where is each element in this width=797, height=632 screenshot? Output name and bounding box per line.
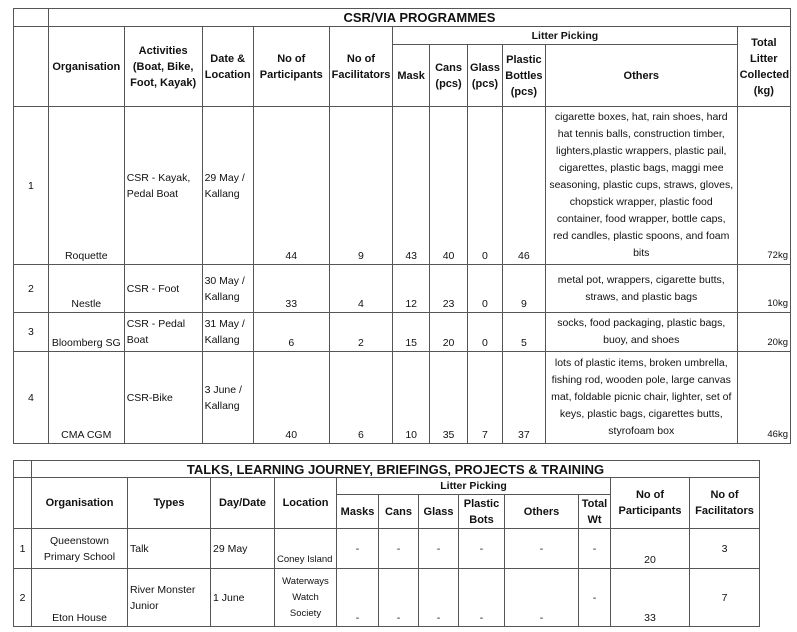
row-number: 1	[14, 107, 49, 265]
total-litter-cell: 10kg	[737, 265, 790, 313]
day-date-cell: 29 May	[211, 529, 275, 569]
total-litter-cell: 46kg	[737, 352, 790, 444]
mask-cell: 15	[393, 313, 430, 352]
others-cell: metal pot, wrappers, cigarette butts, straws, and plastic bags	[545, 265, 737, 313]
total-wt-cell: -	[579, 569, 611, 627]
header-others: Others	[545, 45, 737, 107]
header-mask: Mask	[393, 45, 430, 107]
participants-cell: 40	[253, 352, 329, 444]
row-number: 4	[14, 352, 49, 444]
facilitators-cell: 9	[329, 107, 393, 265]
mask-cell: 10	[393, 352, 430, 444]
facilitators-cell: 4	[329, 265, 393, 313]
total-wt-cell: -	[579, 529, 611, 569]
glass-cell: -	[419, 569, 459, 627]
total-litter-cell: 20kg	[737, 313, 790, 352]
corner-cell	[14, 9, 49, 27]
table-row	[14, 569, 760, 627]
date-location-cell: 3 June / Kallang	[202, 352, 253, 444]
activities-cell: CSR - Pedal Boat	[124, 313, 202, 352]
table-row	[14, 313, 791, 352]
activities-cell: CSR-Bike	[124, 352, 202, 444]
participants-cell: 33	[611, 569, 690, 627]
header-plastic-bots: Plastic Bots	[459, 495, 505, 529]
activities-cell: CSR - Foot	[124, 265, 202, 313]
header-location: Location	[275, 478, 337, 529]
participants-cell: 44	[253, 107, 329, 265]
others-cell: -	[505, 529, 579, 569]
glass-cell: 0	[468, 107, 503, 265]
plastic-bottles-cell: 5	[502, 313, 545, 352]
header-plastic-bottles: Plastic Bottles (pcs)	[502, 45, 545, 107]
organisation-cell: Bloomberg SG	[48, 313, 124, 352]
others-cell: lots of plastic items, broken umbrella, fishing rod, wooden pole, large canvas mat, foldable picnic chair, lighter, set of keys, plastic bags, cigarettes butts, styrofoam box	[545, 352, 737, 444]
date-location-cell: 30 May / Kallang	[202, 265, 253, 313]
plastic-bottles-cell: 46	[502, 107, 545, 265]
plastic-bots-cell: -	[459, 569, 505, 627]
participants-cell: 20	[611, 529, 690, 569]
date-location-cell: 29 May / Kallang	[202, 107, 253, 265]
header-organisation: Organisation	[48, 27, 124, 107]
header-litter-picking: Litter Picking	[393, 27, 737, 45]
cans-cell: 40	[430, 107, 468, 265]
header-others: Others	[505, 495, 579, 529]
header-total-litter: Total Litter Collected (kg)	[737, 27, 790, 107]
header-facilitators: No of Facilitators	[690, 478, 760, 529]
header-types: Types	[128, 478, 211, 529]
plastic-bottles-cell: 37	[502, 352, 545, 444]
cans-cell: 20	[430, 313, 468, 352]
types-cell: Talk	[128, 529, 211, 569]
row-number: 2	[14, 265, 49, 313]
total-litter-cell: 72kg	[737, 107, 790, 265]
csr-programmes-table	[13, 8, 791, 444]
types-cell: River Monster Junior	[128, 569, 211, 627]
plastic-bottles-cell: 9	[502, 265, 545, 313]
header-glass: Glass	[419, 495, 459, 529]
location-cell: Coney Island	[275, 529, 337, 569]
date-location-cell: 31 May / Kallang	[202, 313, 253, 352]
row-number: 2	[14, 569, 32, 627]
organisation-cell: Nestle	[48, 265, 124, 313]
talks-training-table	[13, 460, 760, 627]
organisation-cell: CMA CGM	[48, 352, 124, 444]
facilitators-cell: 3	[690, 529, 760, 569]
table-row	[14, 265, 791, 313]
table-row	[14, 529, 760, 569]
others-cell: cigarette boxes, hat, rain shoes, hard hat tennis balls, construction timber, lighters,plastic wrappers, plastic pail, cigarettes, plastic bags, maggi mee seasoning, plastic cups, straws, gloves, chopstick wrapper, plastic food container, food wrapper, bottle caps, red candles, plastic spoons, and foam bits	[545, 107, 737, 265]
plastic-bots-cell: -	[459, 529, 505, 569]
glass-cell: 0	[468, 265, 503, 313]
glass-cell: 7	[468, 352, 503, 444]
header-masks: Masks	[337, 495, 379, 529]
talks-table-title: TALKS, LEARNING JOURNEY, BRIEFINGS, PROJECTS & TRAINING	[32, 461, 760, 478]
organisation-cell: Eton House	[32, 569, 128, 627]
header-participants: No of Participants	[253, 27, 329, 107]
participants-cell: 33	[253, 265, 329, 313]
location-cell: Waterways Watch Society	[275, 569, 337, 627]
cans-cell: 35	[430, 352, 468, 444]
header-participants: No of Participants	[611, 478, 690, 529]
table-row	[14, 107, 791, 265]
header-cans: Cans	[379, 495, 419, 529]
cans-cell: 23	[430, 265, 468, 313]
header-glass: Glass (pcs)	[468, 45, 503, 107]
header-facilitators: No of Facilitators	[329, 27, 393, 107]
facilitators-cell: 7	[690, 569, 760, 627]
facilitators-cell: 6	[329, 352, 393, 444]
participants-cell: 6	[253, 313, 329, 352]
masks-cell: -	[337, 529, 379, 569]
glass-cell: 0	[468, 313, 503, 352]
header-no-cell	[14, 478, 32, 529]
organisation-cell: Roquette	[48, 107, 124, 265]
header-activities: Activities (Boat, Bike, Foot, Kayak)	[124, 27, 202, 107]
header-total-wt: Total Wt	[579, 495, 611, 529]
facilitators-cell: 2	[329, 313, 393, 352]
csr-table-title: CSR/VIA PROGRAMMES	[48, 9, 790, 27]
row-number: 3	[14, 313, 49, 352]
cans-cell: -	[379, 529, 419, 569]
corner-cell	[14, 461, 32, 478]
mask-cell: 43	[393, 107, 430, 265]
day-date-cell: 1 June	[211, 569, 275, 627]
table-row	[14, 352, 791, 444]
others-cell: socks, food packaging, plastic bags, buoy, and shoes	[545, 313, 737, 352]
masks-cell: -	[337, 569, 379, 627]
mask-cell: 12	[393, 265, 430, 313]
activities-cell: CSR - Kayak, Pedal Boat	[124, 107, 202, 265]
header-litter-picking: Litter Picking	[337, 478, 611, 495]
organisation-cell: Queenstown Primary School	[32, 529, 128, 569]
header-organisation: Organisation	[32, 478, 128, 529]
glass-cell: -	[419, 529, 459, 569]
header-no-cell	[14, 27, 49, 107]
header-day-date: Day/Date	[211, 478, 275, 529]
cans-cell: -	[379, 569, 419, 627]
others-cell: -	[505, 569, 579, 627]
header-date-location: Date & Location	[202, 27, 253, 107]
header-cans: Cans (pcs)	[430, 45, 468, 107]
row-number: 1	[14, 529, 32, 569]
